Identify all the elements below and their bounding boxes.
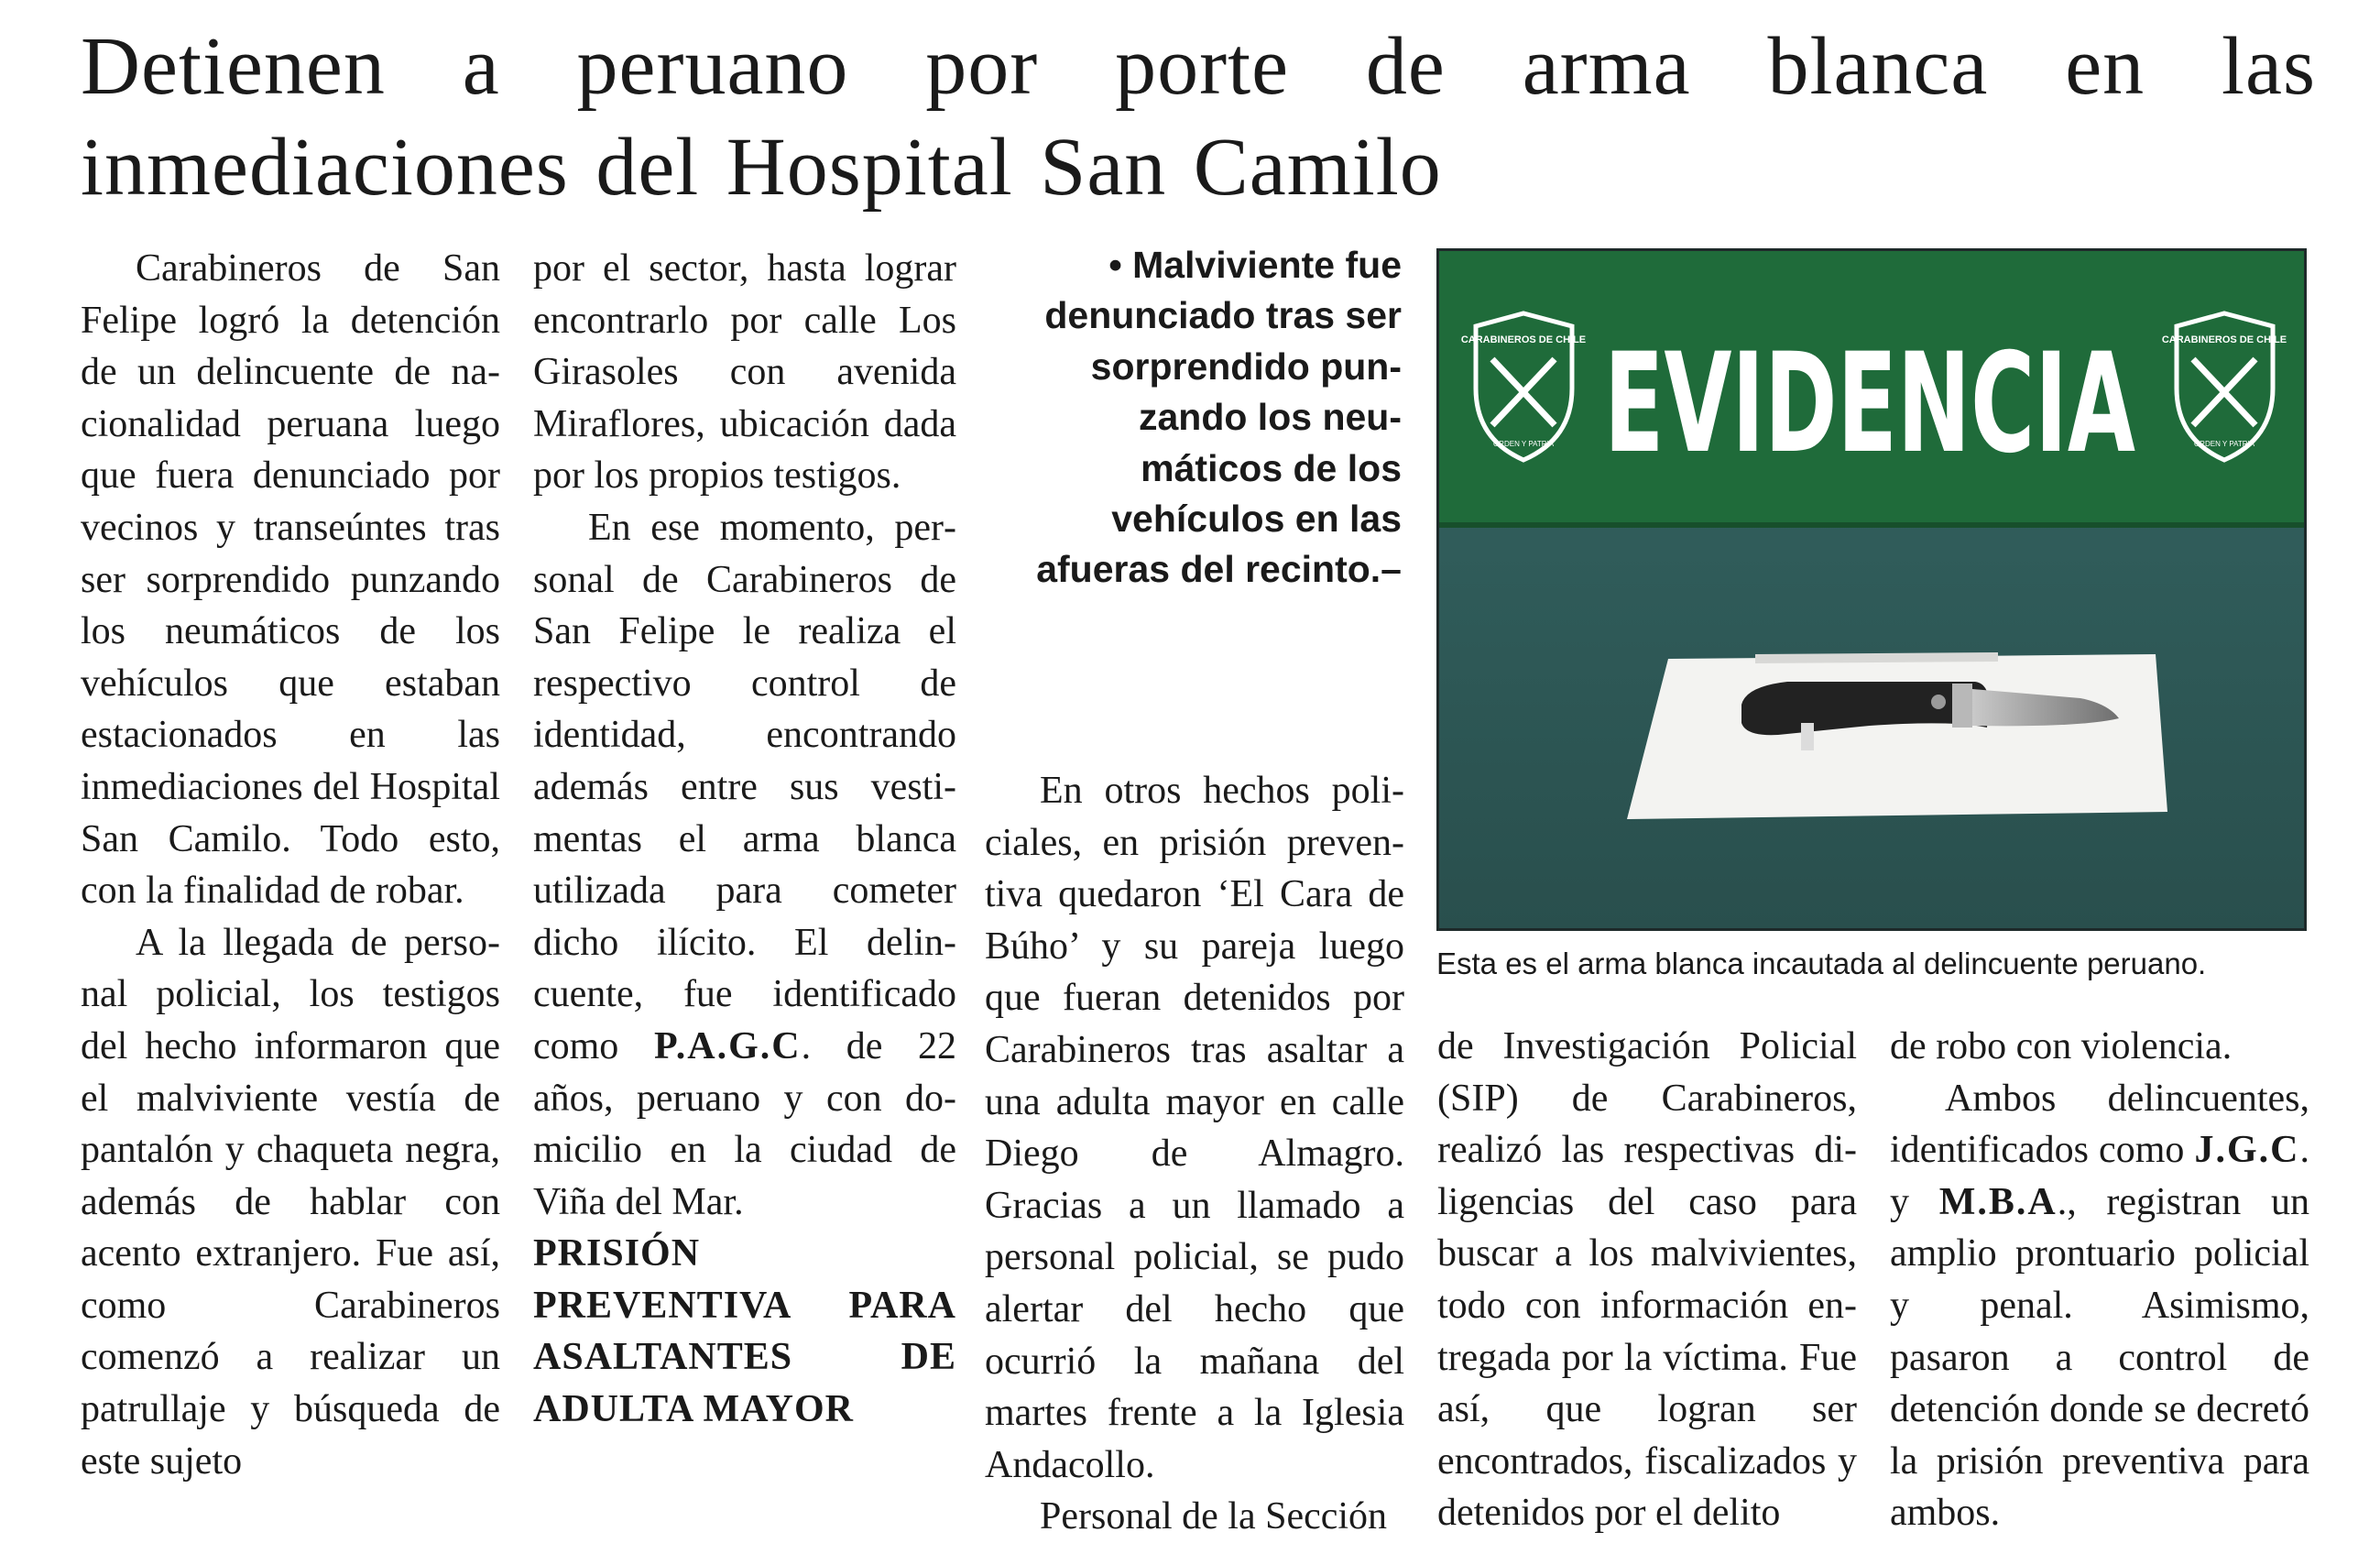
paragraph: Personal de la Sección [1040,1495,1388,1538]
paragraph: de robo con violencia. [1890,1025,2233,1067]
paragraph-text: . de 22 años, peruano y con domicilio en la ciudad de Viña del Mar. [533,1024,956,1223]
article-column-4 [1437,1021,1857,1539]
paragraph-text: En ese momento, personal de Carabineros de San Felipe le realiza el respectivo control de identidad, encontrando además entre sus vestimentas el arma blanca utilizada para cometer dicho ilícito. El delincuente, fue identificado como [533,506,956,1067]
evidence-photo-drawing [1439,251,2304,928]
suspect-initials: P.A.G.C [653,1024,802,1067]
headline: Detienen a peruano por porte de arma blanca en las inmediaciones del Hospital San Camilo [81,21,2316,213]
paragraph [1890,1073,2309,1539]
knife-holder [1801,723,1814,750]
paragraph: Carabineros de San Felipe logró la detención de un delincuente de nacionalidad peruana luego que fuera denunciado por vecinos y transeúntes tras ser sorprendido punzando los neumáticos de los vehículos que estaban estacionados en las inmediaciones del Hospital San Camilo. Todo esto, con la finalidad de robar. [81,247,500,913]
badge-motto: ORDEN Y PATRIA [1492,440,1555,448]
badge-motto: ORDEN Y PATRIA [2193,440,2255,448]
paragraph: por el sector, hasta lograr encontrarlo por calle Los Girasoles con avenida Miraflores, ubicación dada por los propios testigos. [533,247,956,498]
paper-fold [1755,652,1998,663]
paragraph-text: ., registran un amplio prontuario policial y penal. Asimismo, pasaron a control de detención donde se decretó la prisión preventiva para ambos. [1890,1180,2309,1535]
paragraph [533,502,956,1228]
knife-pivot [1931,695,1946,709]
article-column-2 [533,243,956,1436]
evidence-photo [1436,248,2307,931]
evidence-sign-text: EVIDENCIA [1604,324,2135,484]
paragraph: En otros hechos policiales, en prisión preventiva quedaron ‘El Cara de Búho’ y su pareja luego que fueran detenidos por Carabineros tras asaltar a una adulta mayor en calle Diego de Almagro. Gracias a un llamado a personal policial, se pudo alertar del hecho que ocurrió la mañana del martes frente a la Iglesia Andacollo. [985,770,1404,1486]
paragraph-text: . y [1890,1129,2309,1223]
knife-bolster [1952,684,1972,728]
article-column-1 [81,243,500,1487]
article-column-5 [1890,1021,2309,1539]
pull-quote: • Malviviente fue denunciado tras ser sorprendido punzando los neumáticos de los vehículos en las afueras del recinto.– [1036,244,1402,591]
white-paper [1627,654,2167,819]
section-subheading: PRISIÓN PREVENTIVA PARA ASALTANTES DE ADULTA MAYOR [533,1232,956,1431]
sign-shadow [1439,522,2304,528]
suspect-initials: J.G.C [2194,1129,2300,1172]
paragraph-text: Ambos delincuentes, identificados como [1890,1077,2309,1172]
paragraph: de Investigación Policial (SIP) de Carabineros, realizó las respectivas diligencias del caso para buscar a los malvivientes, todo con información entregada por la víctima. Fue así, que logran ser encontrados, fiscalizados y detenidos por el delito [1437,1025,1857,1535]
article-column-3 [985,765,1404,1543]
suspect-initials: M.B.A [1938,1180,2058,1223]
badge-text: CARABINEROS DE CHILE [2161,334,2287,345]
badge-text: CARABINEROS DE CHILE [1460,334,1587,345]
paragraph: A la llegada de personal policial, los testigos del hecho informaron que el malviviente vestía de pantalón y chaqueta negra, además de hablar con acento extranjero. Fue así, como Carabineros comenzó a realizar un patrullaje y búsqueda de este sujeto [81,921,500,1483]
photo-caption: Esta es el arma blanca incautada al delincuente peruano. [1436,947,2207,980]
